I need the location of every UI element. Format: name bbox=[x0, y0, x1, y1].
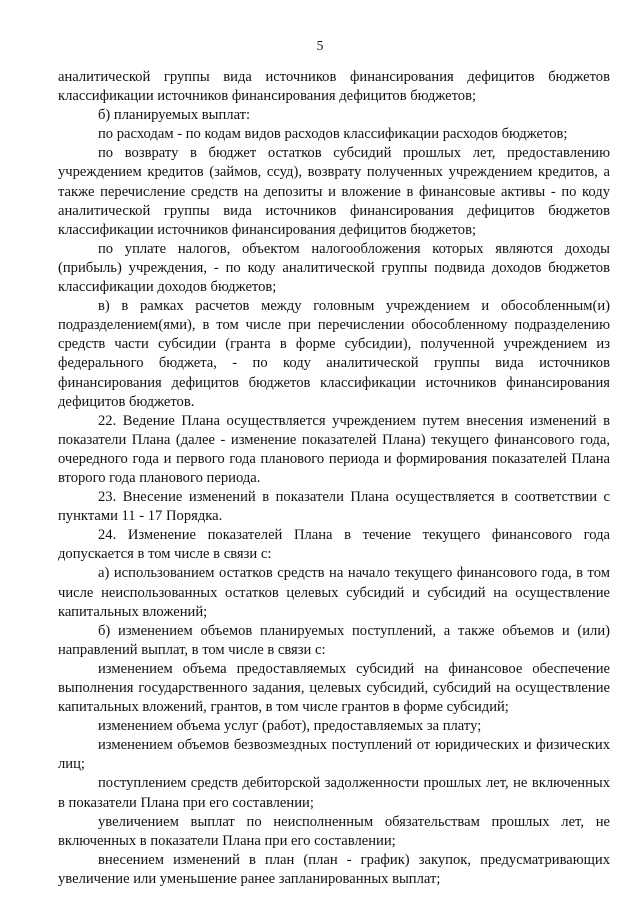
paragraph: по расходам - по кодам видов расходов классификации расходов бюджетов; bbox=[98, 126, 568, 143]
page-number: 5 bbox=[316, 38, 324, 53]
paragraph: 24. Изменение показателей Плана в течение текущего финансового года допускается в том числе в связи с: bbox=[58, 527, 610, 563]
paragraph: изменением объемов безвозмездных поступлений от юридических и физических лиц; bbox=[58, 737, 610, 773]
paragraph: по уплате налогов, объектом налогообложения которых являются доходы (прибыль) учреждения, - по коду аналитической группы подвида доходов бюджетов классификации доходов бюджетов; bbox=[58, 240, 610, 296]
paragraph: внесением изменений в план (план - график) закупок, предусматривающих увеличение или уменьшение ранее запланированных выплат; bbox=[58, 851, 610, 887]
paragraph: в) в рамках расчетов между головным учреждением и обособленным(и) подразделением(ями), в том числе при перечислении обособленному подразделению средств части субсидии (гранта в форме субсидии), полученной учреждением из федерального бюджета, - по коду аналитической группы вида источников финансирования дефицитов бюджетов классификации источников финансирования дефицитов бюджетов. bbox=[58, 298, 610, 410]
paragraph: 22. Ведение Плана осуществляется учреждением путем внесения изменений в показатели Плана (далее - изменение показателей Плана) текущего финансового года, очередного года и первого года планового периода и формирования показателей Плана второго года планового периода. bbox=[58, 412, 610, 486]
paragraph: б) планируемых выплат: bbox=[98, 107, 251, 124]
paragraph: изменением объема предоставляемых субсидий на финансовое обеспечение выполнения государственного задания, целевых субсидий, субсидий на осуществление капитальных вложений, грантов, в том числе грантов в форме субсидий; bbox=[58, 660, 610, 716]
paragraph: б) изменением объемов планируемых поступлений, а также объемов и (или) направлений выплат, в том числе в связи с: bbox=[58, 622, 610, 658]
paragraph: по возврату в бюджет остатков субсидий прошлых лет, предоставлению учреждением кредитов (займов, ссуд), возврату полученных учреждением кредитов, а также перечисление средств на депозиты и вложение в финансовые активы - по коду аналитической группы вида источников финансирования дефицитов бюджетов классификации источников финансирования дефицитов бюджетов; bbox=[58, 145, 610, 238]
paragraph: поступлением средств дебиторской задолженности прошлых лет, не включенных в показатели Плана при его составлении; bbox=[58, 775, 610, 811]
paragraph: 23. Внесение изменений в показатели Плана осуществляется в соответствии с пунктами 11 - 17 Порядка. bbox=[58, 489, 610, 525]
paragraph: а) использованием остатков средств на начало текущего финансового года, в том числе неиспользованных остатков целевых субсидий и субсидий на осуществление капитальных вложений; bbox=[58, 565, 610, 620]
document-body bbox=[58, 68, 610, 889]
paragraph: увеличением выплат по неисполненным обязательствам прошлых лет, не включенных в показатели Плана при его составлении; bbox=[58, 813, 610, 849]
paragraph: аналитической группы вида источников финансирования дефицитов бюджетов классификации источников финансирования дефицитов бюджетов; bbox=[58, 69, 610, 105]
paragraph: изменением объема услуг (работ), предоставляемых за плату; bbox=[98, 718, 482, 735]
